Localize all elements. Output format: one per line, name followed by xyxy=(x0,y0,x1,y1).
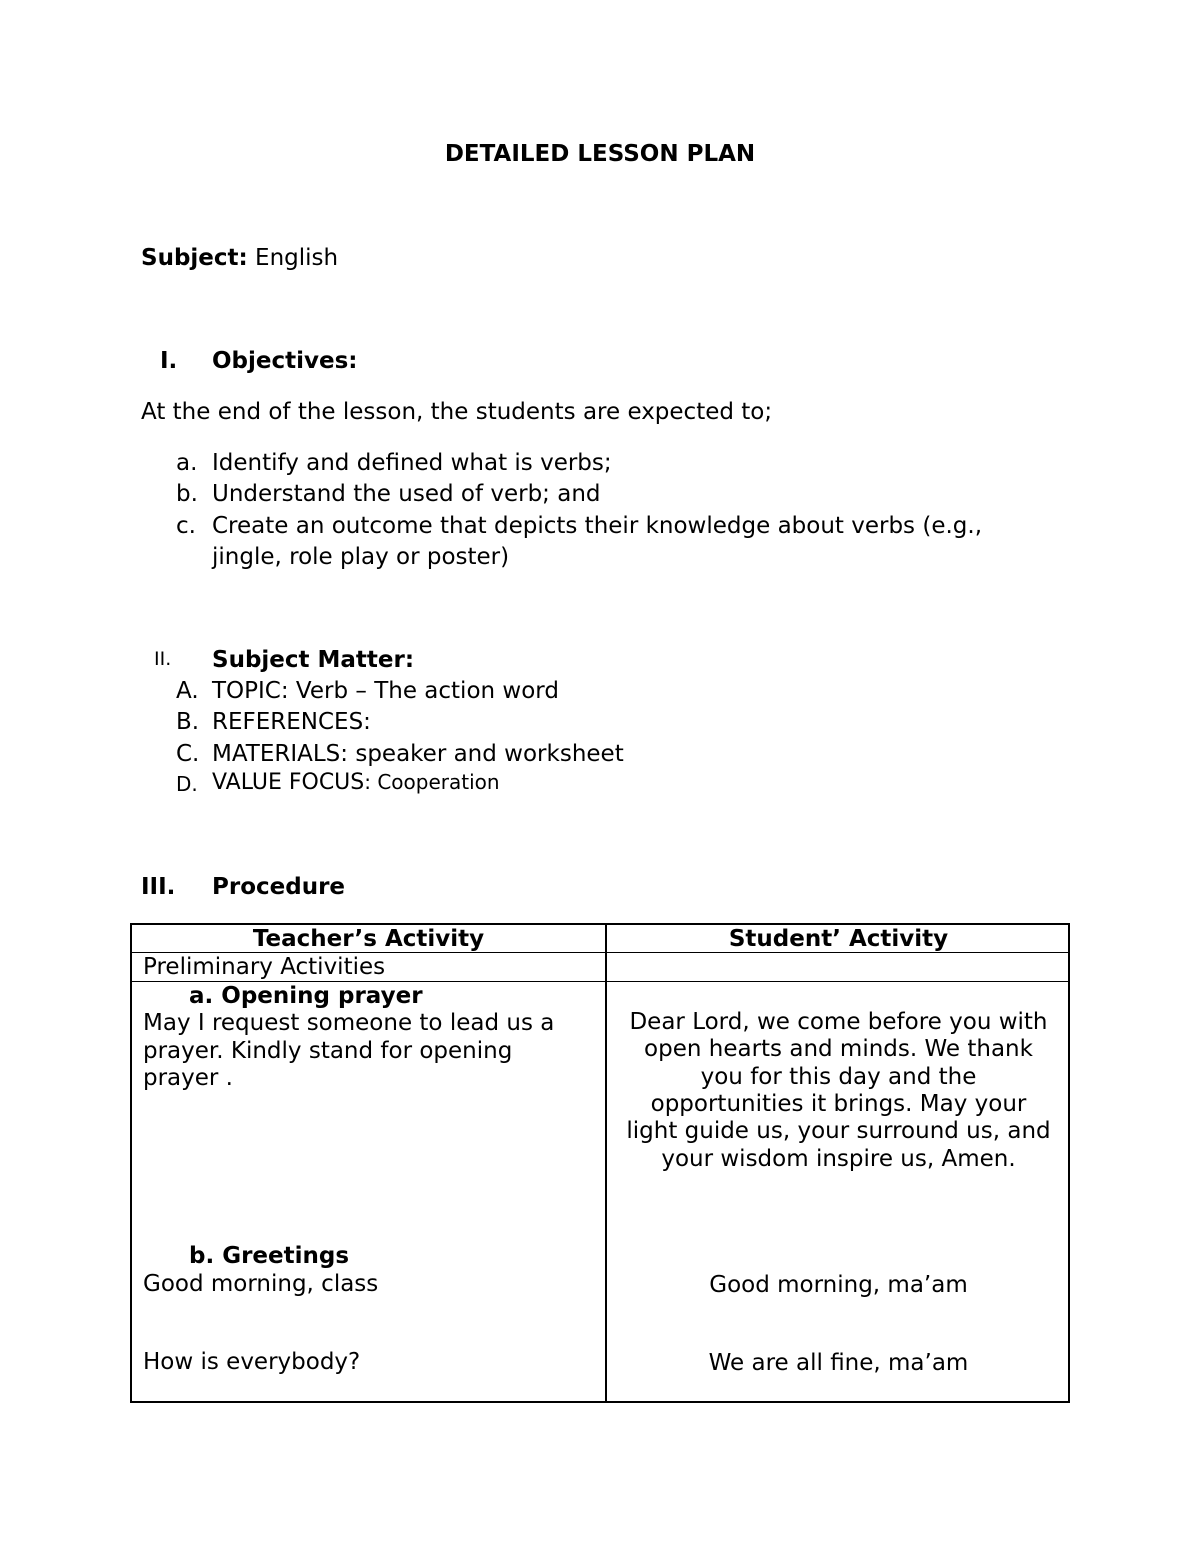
student-prayer-line: opportunities it brings. May your xyxy=(650,1091,1027,1117)
subject-matter-value-focus xyxy=(212,770,500,795)
table-header-student: Student’ Activity xyxy=(728,926,949,952)
procedure-heading: Procedure xyxy=(212,874,346,900)
student-greeting: Good morning, ma’am xyxy=(709,1272,968,1298)
student-prayer-line: light guide us, your surround us, and xyxy=(626,1118,1051,1144)
objective-item-continued: jingle, role play or poster) xyxy=(212,544,510,570)
subject-matter-topic: TOPIC: Verb – The action word xyxy=(212,678,559,704)
student-prayer-line: you for this day and the xyxy=(700,1064,977,1090)
subject-matter-heading: Subject Matter: xyxy=(212,647,415,673)
subject-label: Subject: xyxy=(141,245,248,271)
subject-matter-numeral: II. xyxy=(154,648,172,670)
teacher-line: prayer. Kindly stand for opening xyxy=(143,1038,513,1064)
student-prayer-line: open hearts and minds. We thank xyxy=(644,1036,1033,1062)
teacher-line: prayer . xyxy=(143,1065,233,1091)
value-focus-value: : Cooperation xyxy=(364,770,500,794)
subject-line xyxy=(141,243,338,273)
procedure-numeral: III. xyxy=(141,874,176,900)
student-response: We are all fine, ma’am xyxy=(708,1350,969,1376)
student-prayer-line: your wisdom inspire us, Amen. xyxy=(661,1146,1016,1172)
value-focus-label: VALUE FOCUS xyxy=(212,770,365,795)
teacher-question: How is everybody? xyxy=(143,1349,361,1375)
objectives-intro: At the end of the lesson, the students are expected to; xyxy=(141,399,773,425)
objective-item: Identify and defined what is verbs; xyxy=(212,450,612,476)
objective-item: Create an outcome that depicts their knowledge about verbs (e.g., xyxy=(212,513,983,539)
objective-marker: a. xyxy=(176,450,198,476)
objective-item: Understand the used of verb; and xyxy=(212,481,601,507)
greetings-heading: b. Greetings xyxy=(189,1243,350,1269)
teacher-line: May I request someone to lead us a xyxy=(143,1010,555,1036)
procedure-table xyxy=(130,923,1070,1403)
objective-marker: b. xyxy=(176,481,198,507)
opening-prayer-heading: a. Opening prayer xyxy=(189,983,423,1009)
subject-matter-references: REFERENCES: xyxy=(212,709,371,735)
subject-value: English xyxy=(255,245,339,271)
subject-matter-marker: A. xyxy=(176,678,199,704)
student-prayer-line: Dear Lord, we come before you with xyxy=(629,1009,1048,1035)
subject-matter-marker: B. xyxy=(176,709,200,735)
subject-matter-marker: C. xyxy=(176,741,200,767)
objectives-heading: Objectives: xyxy=(212,348,358,374)
objective-marker: c. xyxy=(176,513,196,539)
document-title: DETAILED LESSON PLAN xyxy=(444,141,756,167)
table-row-divider xyxy=(132,981,1068,982)
preliminary-activities: Preliminary Activities xyxy=(143,954,386,980)
table-header-teacher: Teacher’s Activity xyxy=(252,926,485,952)
subject-matter-marker: D. xyxy=(176,772,198,796)
subject-matter-materials: MATERIALS: speaker and worksheet xyxy=(212,741,624,767)
teacher-greeting: Good morning, class xyxy=(143,1271,379,1297)
objectives-numeral: I. xyxy=(160,348,178,374)
